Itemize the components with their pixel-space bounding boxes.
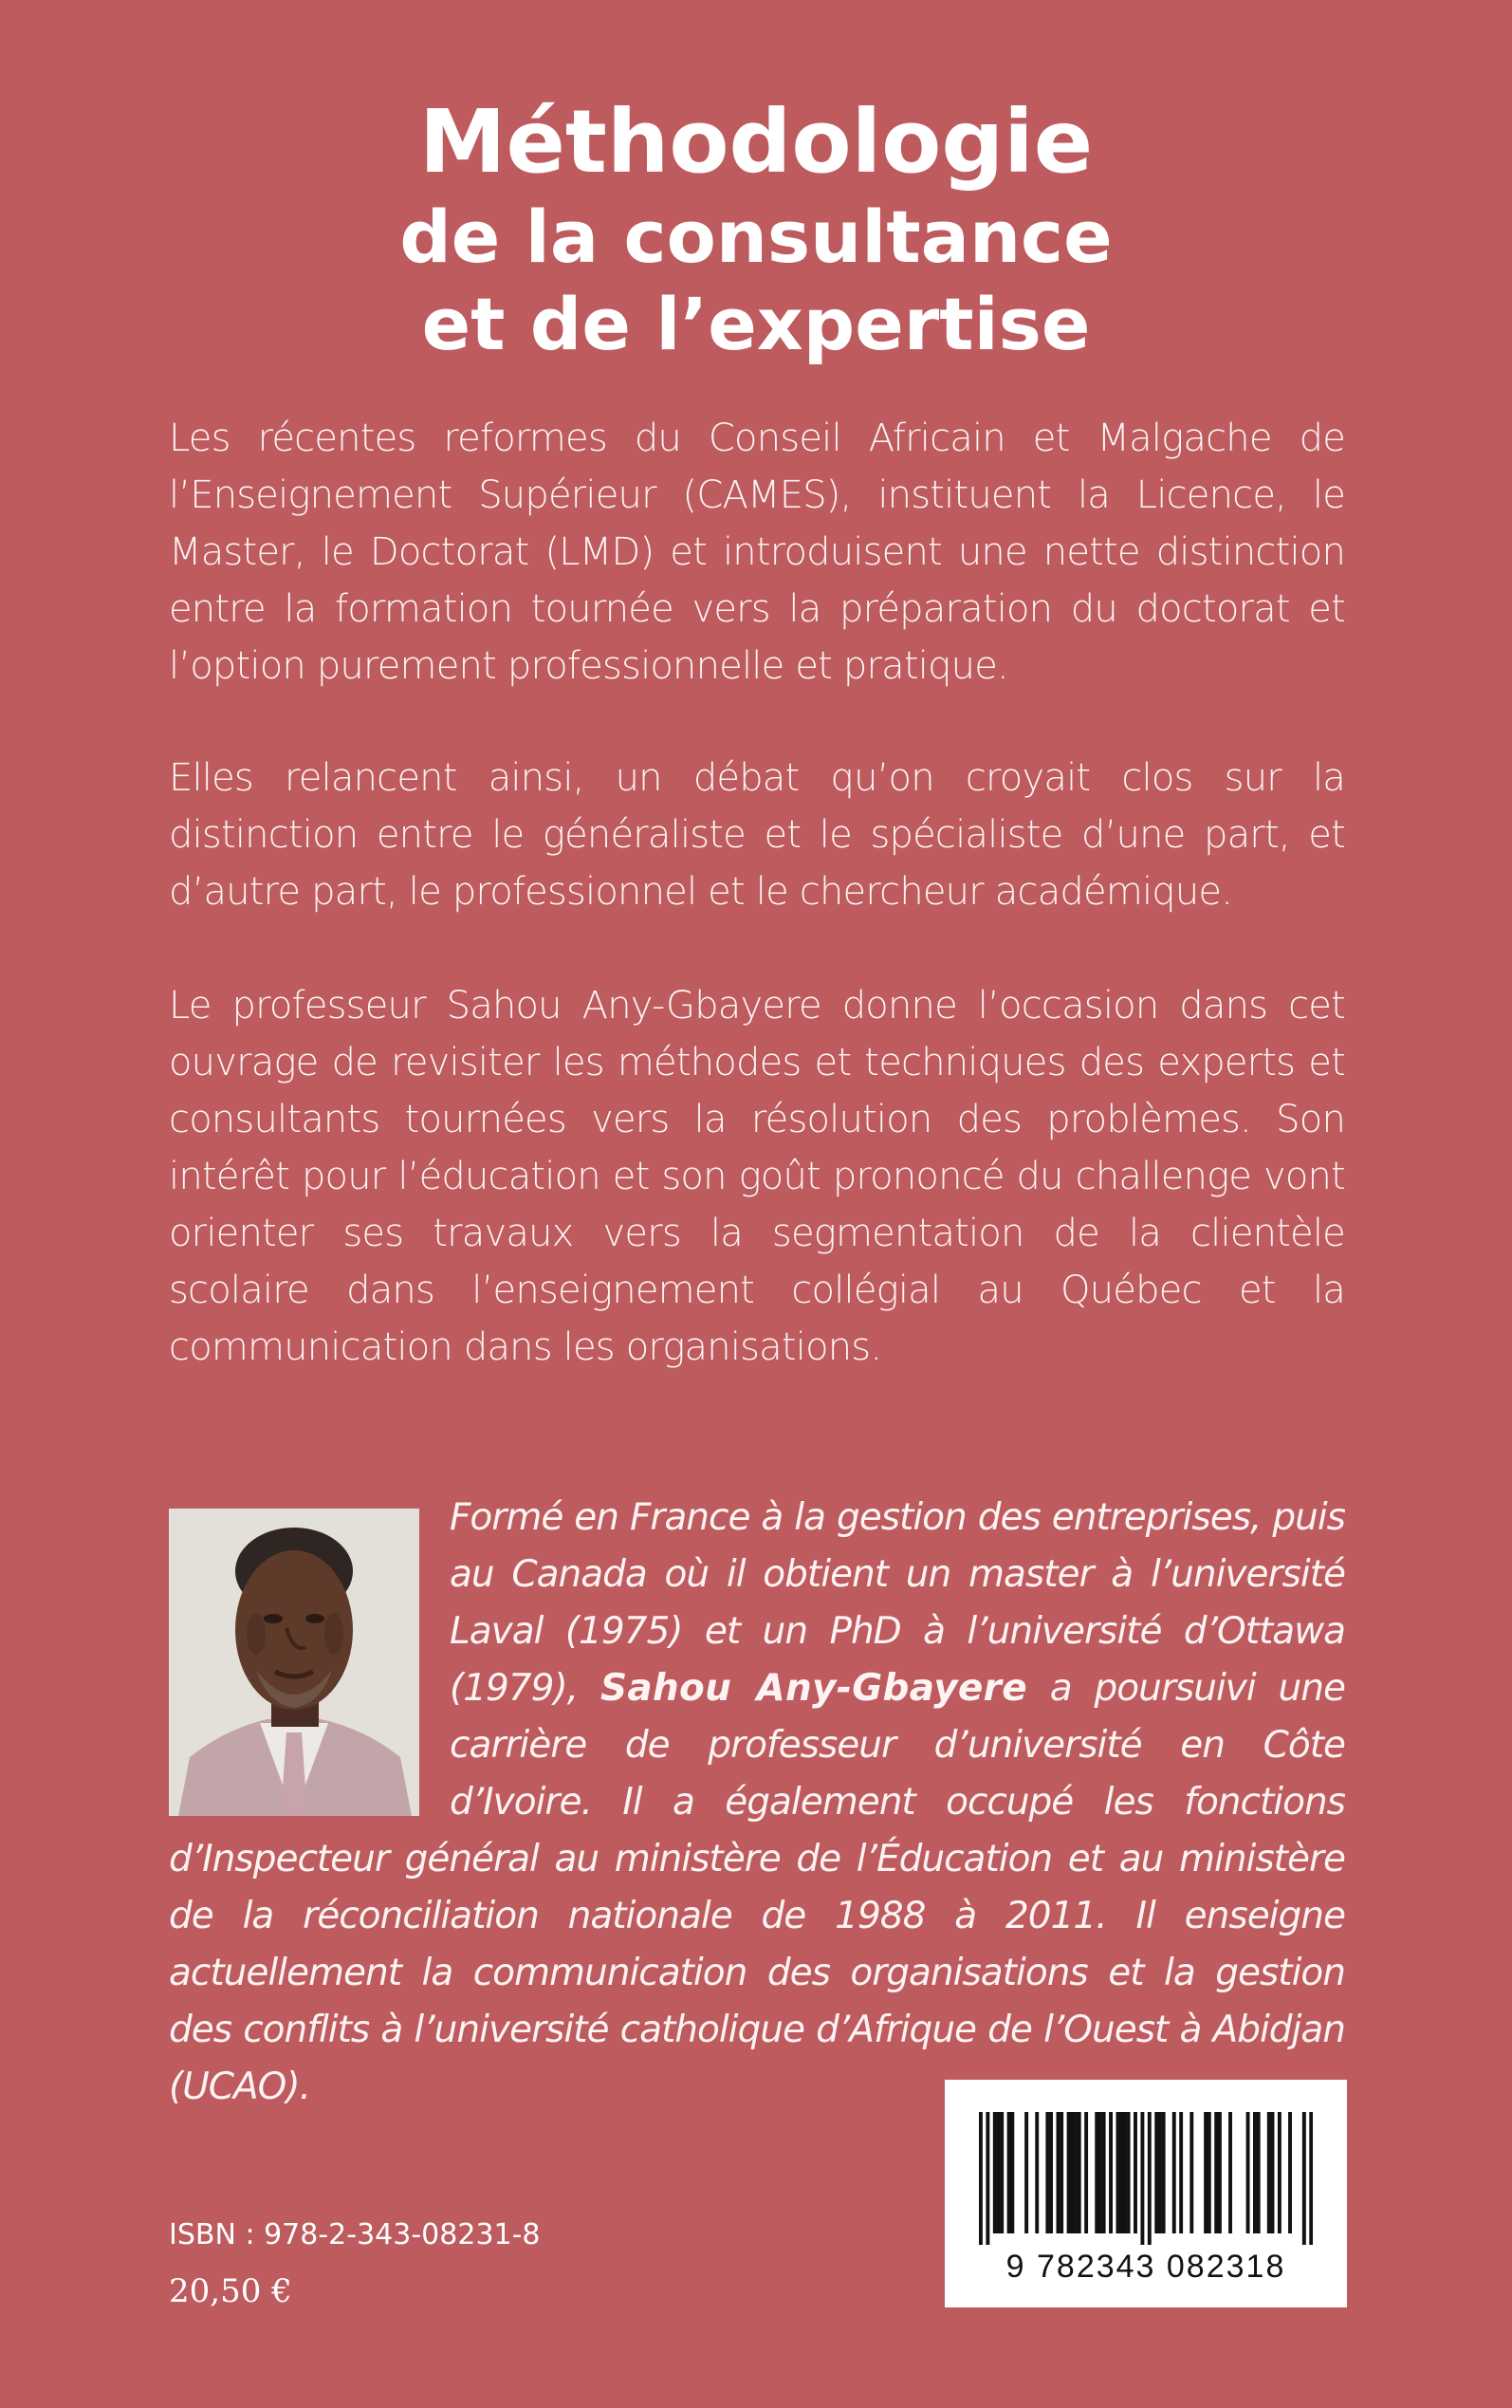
barcode-bar (1278, 2112, 1282, 2233)
barcode (945, 2080, 1347, 2307)
barcode-bar (1267, 2112, 1271, 2233)
barcode-bar (1127, 2112, 1131, 2233)
author-portrait-image (169, 1509, 419, 1816)
barcode-bar (1253, 2112, 1257, 2233)
barcode-bar (1154, 2112, 1158, 2233)
barcode-bar (1148, 2112, 1152, 2245)
author-photo (169, 1509, 419, 1816)
barcode-bar (1204, 2112, 1208, 2233)
barcode-bar (1271, 2112, 1275, 2233)
barcode-bar (1158, 2112, 1162, 2233)
summary-paragraph-2: Elles relancent ainsi, un débat qu’on croyait clos sur la distinction entre le généraliste et le spécialiste d’une part, et d’autre part, le professionnel et le chercheur académique. (169, 756, 1345, 914)
barcode-bar (1102, 2112, 1106, 2233)
barcode-bar (997, 2112, 1001, 2233)
barcode-bar (1057, 2112, 1060, 2233)
barcode-bar (1214, 2112, 1218, 2233)
barcode-bar (1098, 2112, 1102, 2233)
barcode-bar (1000, 2112, 1004, 2233)
author-bio (169, 1490, 1345, 2116)
barcode-bar (1078, 2112, 1081, 2233)
barcode-bar (1095, 2112, 1098, 2233)
barcode-bar (1070, 2112, 1074, 2233)
barcode-bar (1302, 2112, 1306, 2245)
barcode-bar (986, 2112, 989, 2245)
book-subtitle-line2: et de l’expertise (421, 282, 1091, 366)
barcode-bar (1007, 2112, 1011, 2233)
barcode-bar (1116, 2112, 1120, 2233)
barcode-bar (1074, 2112, 1078, 2233)
barcode-bar (1119, 2112, 1123, 2233)
barcode-bar (1045, 2112, 1049, 2233)
book-title: Méthodologie (418, 91, 1094, 193)
summary-paragraph-1: Les récentes reformes du Conseil Africain et Malgache de l’Enseignement Supérieur (CAMES), instituent la Licence, le Master, le Doctorat (LMD) et introduisent une nette distinction entre la formation tournée vers la préparation du doctorat et l’option purement professionnelle et pratique. (169, 417, 1345, 688)
barcode-bar (1140, 2112, 1144, 2245)
author-name: Sahou Any-Gbayere (599, 1667, 1027, 1710)
barcode-bar (1288, 2112, 1292, 2233)
barcode-bar (1024, 2112, 1028, 2233)
barcode-bar (1123, 2112, 1127, 2233)
barcode-bar (993, 2112, 997, 2233)
barcode-bar (1162, 2112, 1166, 2233)
barcode-bar (1067, 2112, 1071, 2233)
barcode-bar (1228, 2112, 1232, 2233)
barcode-bar (1218, 2112, 1222, 2233)
barcode-number: 9 782343 082318 (1005, 2249, 1286, 2285)
barcode-bar (1179, 2112, 1183, 2233)
barcode-bar (1049, 2112, 1053, 2233)
price: 20,50 € (169, 2272, 292, 2310)
barcode-bar (1010, 2112, 1014, 2233)
barcode-bar (1134, 2112, 1137, 2233)
barcode-bar (1246, 2112, 1250, 2233)
barcode-bar (1309, 2112, 1313, 2245)
book-subtitle-line1: de la consultance (399, 194, 1113, 279)
barcode-bars (979, 2112, 1313, 2245)
bio-text-before-name: Formé en France à la gestion des entreprises, puis au Canada où il obtient un master à l’université Laval (1975) et un PhD à l’université d’Ottawa (1979), (450, 1496, 1345, 1710)
barcode-bar (1035, 2112, 1039, 2233)
barcode-bar (1172, 2112, 1176, 2233)
barcode-bar (1084, 2112, 1088, 2233)
barcode-bar (1257, 2112, 1261, 2233)
isbn: ISBN : 978-2-343-08231-8 (169, 2218, 541, 2251)
title-block (0, 91, 1512, 368)
barcode-bar (1208, 2112, 1211, 2233)
barcode-bar (1060, 2112, 1063, 2233)
barcode-bar (1109, 2112, 1113, 2233)
summary-paragraph-3: Le professeur Sahou Any-Gbayere donne l’occasion dans cet ouvrage de revisiter les méthodes et techniques des experts et consultants tournées vers la résolution des problèmes. Son intérêt pour l’éducation et son goût prononcé du challenge vont orienter ses travaux vers la segmentation de la clientèle scolaire dans l’enseignement collégial au Québec et la communication dans les organisations. (169, 984, 1345, 1369)
bio-text-after-name: a poursuivi une carrière de professeur d’université en Côte d’Ivoire. Il a également occupé les fonctions d’Inspecteur général au ministère de l’Éducation et au ministère de la réconciliation nationale de 1988 à 2011. Il enseigne actuellement la communication des organisations et la gestion des conflits à l’université catholique d’Afrique de l’Ouest à Abidjan (UCAO). (169, 1667, 1345, 2108)
barcode-bar (1189, 2112, 1193, 2233)
barcode-bar (979, 2112, 983, 2245)
